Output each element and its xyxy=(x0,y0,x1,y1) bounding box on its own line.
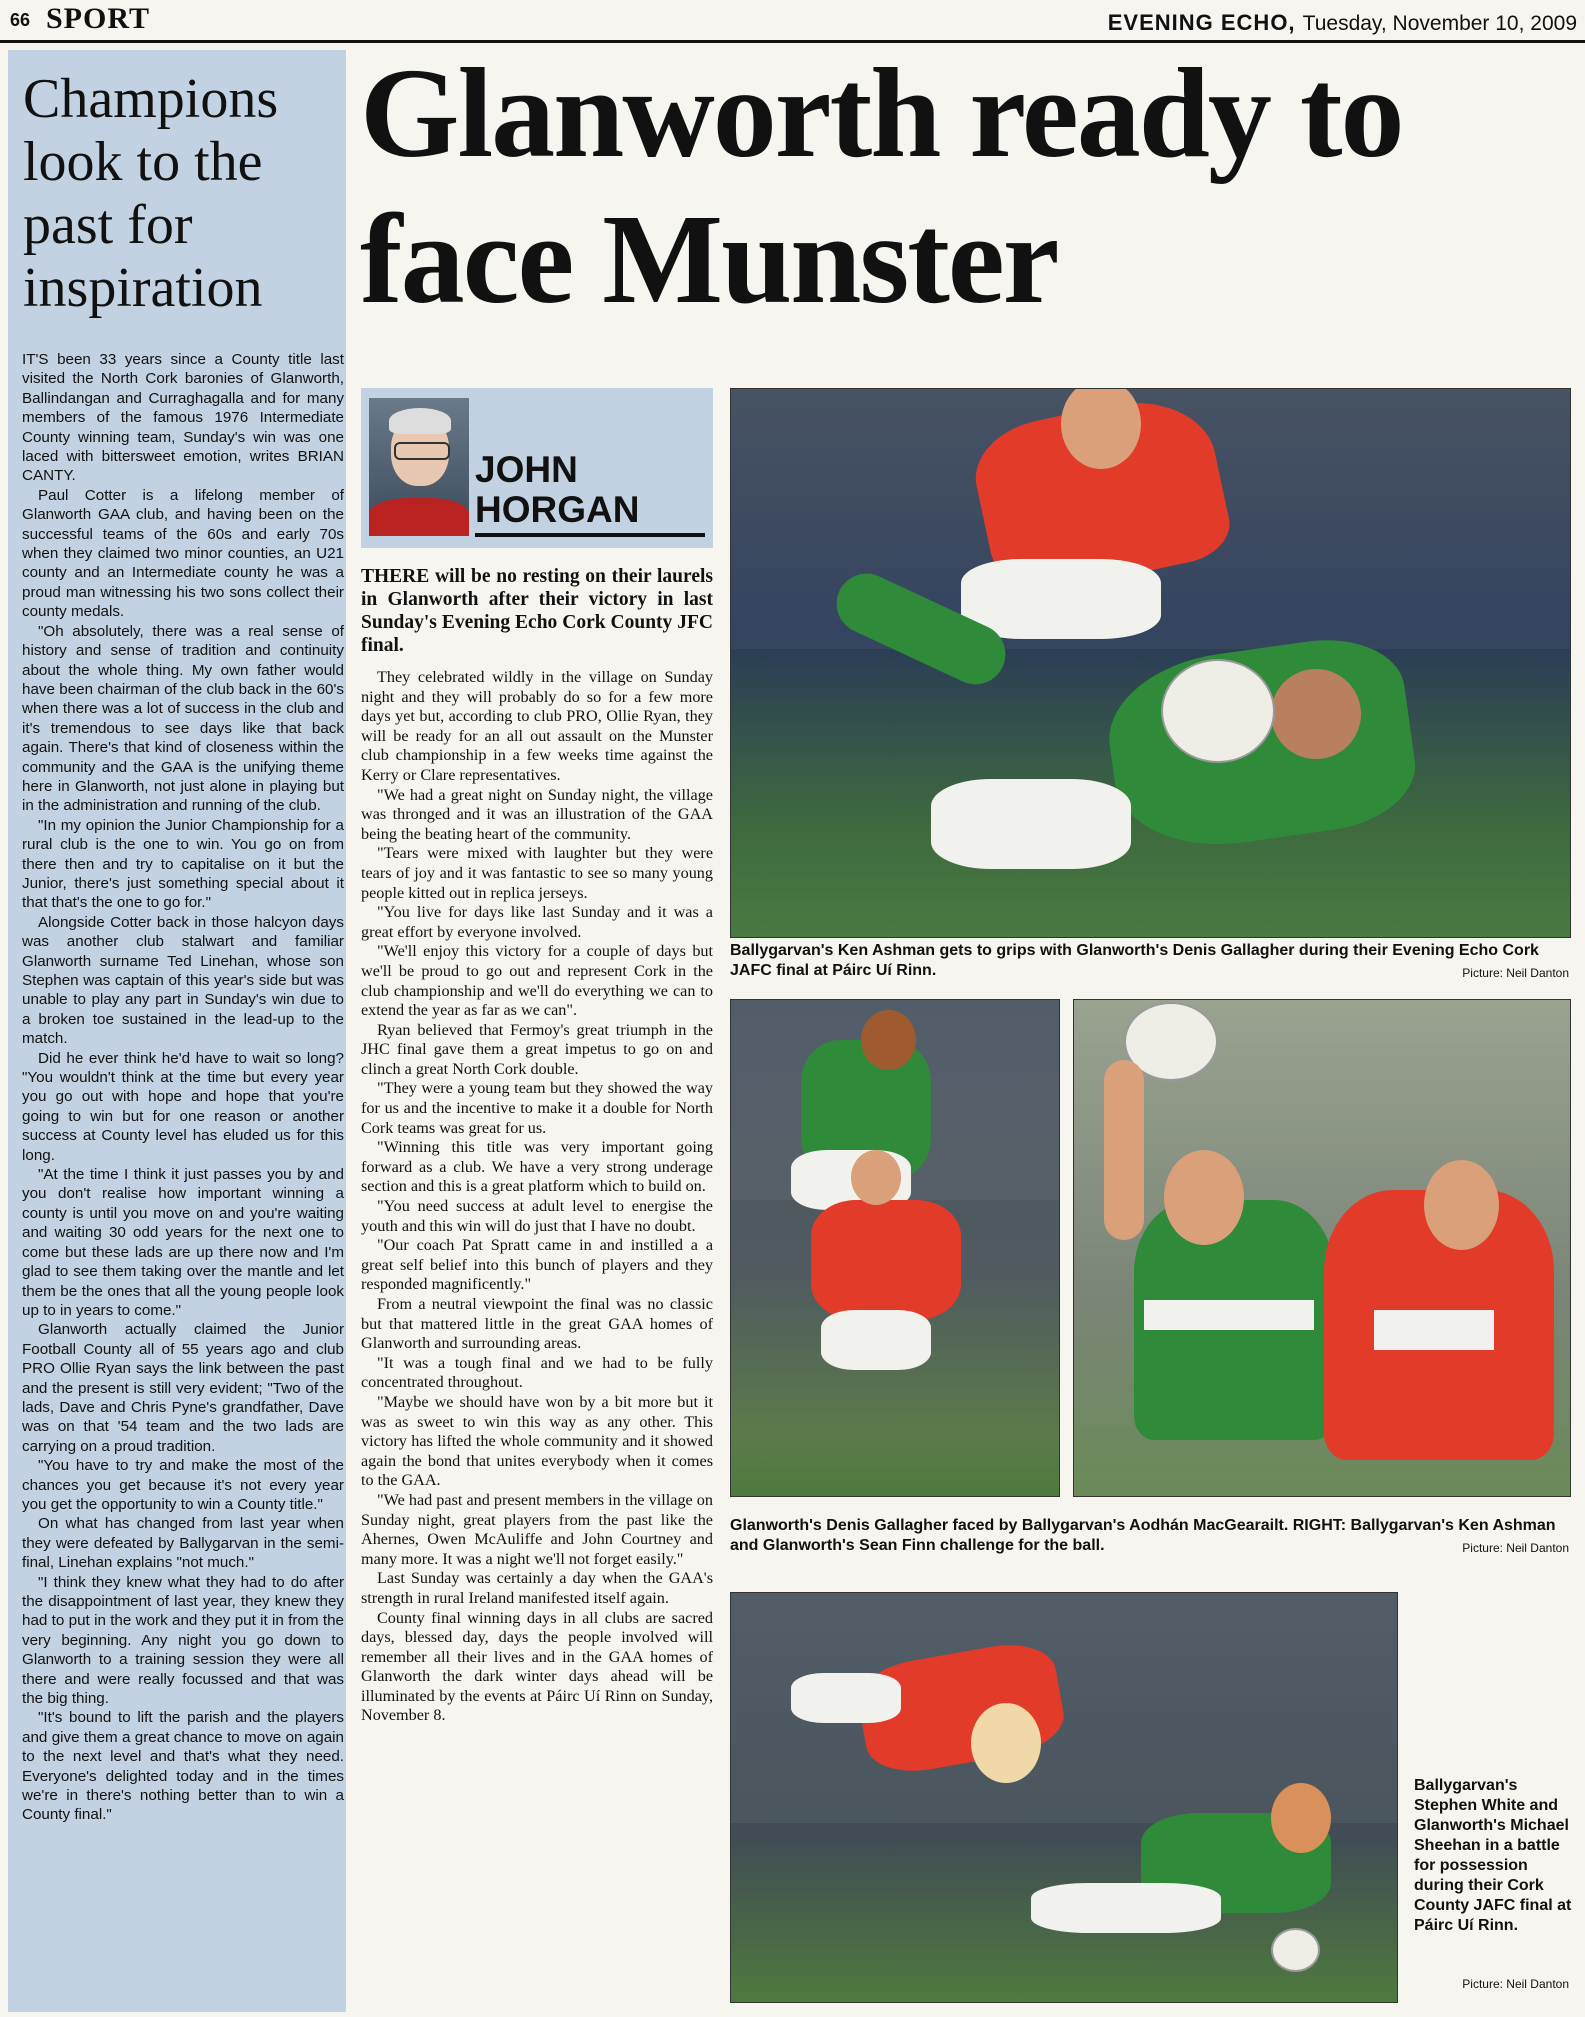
sidebar-body xyxy=(22,350,344,1825)
photo-caption-2: Glanworth's Denis Gallagher faced by Ballygarvan's Aodhán MacGearailt. RIGHT: Ballygarvan's Ken Ashman and Glanworth's Sean Finn challenge for the ball. xyxy=(730,1517,1556,1554)
paragraph: "Oh absolutely, there was a real sense of history and sense of tradition and continuity about the whole thing. My own father would have been chairman of the club back in the 60's when there was a lot of success in the club and it's tremendous to see days like that back again. There's that kind of closeness within the community and the GAA is the unifying theme here in Glanworth, not just alone in playing but in the administration and running of the club. xyxy=(22,622,344,815)
paragraph: "You need success at adult level to energise the youth and this win will do just that I have no doubt. xyxy=(361,1197,713,1235)
intro-paragraph: THERE will be no resting on their laurels in Glanworth after their victory in last Sunday's Evening Echo Cork County JFC final. xyxy=(361,566,713,656)
paragraph: "Our coach Pat Spratt came in and instilled a a great self belief into this bunch of players and they responded magnificently." xyxy=(361,1236,713,1294)
paragraph: "We had past and present members in the village on Sunday night, great players from the past like the Ahernes, Owen McAuliffe and John Courtney and many more. It was a night we'll not forget easily." xyxy=(361,1490,713,1568)
headline-line: inspiration xyxy=(23,257,263,319)
paragraph: "At the time I think it just passes you by and you don't realise how important winning a county is until you move on and you're waiting and waiting 30 odd years for the next one to come but these lads are up there now and I'm glad to see them taking over the mantle and let them be the ones that all the young people look up to in years to come." xyxy=(22,1166,344,1319)
paragraph: "It was a tough final and we had to be fully concentrated throughout. xyxy=(361,1353,713,1392)
paragraph: "They were a young team but they showed the way for us and the incentive to make it a double for North Cork teams was great for us. xyxy=(361,1079,713,1137)
paragraph: "In my opinion the Junior Championship for a rural club is the one to win. You go on from there then and try to capitalise on it but the Junior, there's just something special about it that that's the one to go for." xyxy=(22,816,344,912)
paragraph: "You have to try and make the most of the chances you get because it's not every year you get the opportunity to win a County title." xyxy=(22,1457,344,1513)
match-photo-right xyxy=(1073,999,1571,1497)
paragraph: Last Sunday was certainly a day when the GAA's strength in rural Ireland manifested itself again. xyxy=(361,1569,713,1607)
paragraph: On what has changed from last year when they were defeated by Ballygarvan in the semi-final, Linehan explains "not much." xyxy=(22,1515,344,1572)
match-photo-left xyxy=(730,999,1060,1497)
paragraph: IT'S been 33 years since a County title last visited the North Cork baronies of Glanworth, Ballindangan and Curraghagalla and for many members of the famous 1976 Intermediate County winning team, Sunday's win was one laced with bittersweet emotion, writes BRIAN CANTY. xyxy=(22,351,344,485)
page-number: 66 xyxy=(10,10,31,30)
issue-date: Tuesday, November 10, 2009 xyxy=(1302,12,1577,35)
photo-caption-1: Ballygarvan's Ken Ashman gets to grips with Glanworth's Denis Gallagher during their Evening Echo Cork JAFC final at Páirc Uí Rinn. xyxy=(730,942,1539,979)
paragraph: "We had a great night on Sunday night, the village was thronged and it was an illustration of the GAA being the beating heart of the community. xyxy=(361,785,713,843)
author-photo xyxy=(369,398,469,536)
paragraph: "I think they knew what they had to do after the disappointment of last year, they knew they had to put in the work and they put it in from the very beginning. Any night you go down to Glanworth to a training session they were all there and were really focussed and that was the big thing. xyxy=(22,1573,344,1708)
section-title: SPORT xyxy=(46,2,150,35)
paragraph: County final winning days in all clubs are sacred days, blessed day, days the people involved will remember all their lives and in the GAA homes of Glanworth the dark winter days ahead will be illuminated by the events at Páirc Uí Rinn on Sunday, November 8. xyxy=(361,1608,713,1725)
headline-line: look to the xyxy=(23,131,263,193)
masthead xyxy=(1108,10,1577,36)
paragraph: "We'll enjoy this victory for a couple of days but we'll be proud to go out and represent Cork in the club championship and we'll do everything we can to extend the year as far as we can". xyxy=(361,942,713,1020)
article-intro xyxy=(361,565,713,657)
paragraph: Alongside Cotter back in those halcyon days was another club stalwart and familiar Glanworth surname Ted Linehan, whose son Stephen was captain of this year's side but was unable to play any part in Sunday's win due to a broken toe sustained in the lead-up to the match. xyxy=(22,913,344,1048)
photo-credit-1: Picture: Neil Danton xyxy=(1462,966,1569,980)
paragraph: Ryan believed that Fermoy's great triumph in the JHC final gave them a great impetus to go on and clinch a great North Cork double. xyxy=(361,1020,713,1078)
article-body xyxy=(361,668,713,1726)
paragraph: "Maybe we should have won by a bit more but it was as sweet to win this way as any other. This victory has lifted the whole community and it showed again the bond that unites everybody when it comes to the GAA. xyxy=(361,1392,713,1490)
paragraph: Glanworth actually claimed the Junior Football County all of 55 years ago and club PRO Ollie Ryan says the link between the past and the present is still very evident; "Two of the lads, Dave and Chris Pyne's grandfather, Dave was on that '54 team and the two lads are carrying on a proud tradition. xyxy=(22,1321,344,1455)
paragraph: "You live for days like last Sunday and it was a great effort by everyone involved. xyxy=(361,903,713,941)
photo-credit-2: Picture: Neil Danton xyxy=(1462,1541,1569,1555)
sidebar-article xyxy=(8,50,346,2012)
publication-name: EVENING ECHO, xyxy=(1107,10,1296,35)
divider xyxy=(475,533,705,537)
author-last-name: HORGAN xyxy=(475,489,640,530)
author-first-name: JOHN xyxy=(475,449,578,490)
paragraph: Paul Cotter is a lifelong member of Glanworth GAA club, and having been on the successful teams of the 60s and early 70s when they claimed two minor counties, an U21 county and an Intermediate county he was a proud man witnessing his two sons collect their county medals. xyxy=(22,486,344,621)
paragraph: Did he ever think he'd have to wait so long? "You wouldn't think at the time but every year you go out with hope and hope that you're going to win but for one reason or another success at County level has eluded us for this long. xyxy=(22,1049,344,1164)
author-name xyxy=(475,450,639,530)
paragraph: "Winning this title was very important going forward as a club. We have a very strong underage section and this is a great platform which to build on. xyxy=(361,1138,713,1196)
photo-credit-3: Picture: Neil Danton xyxy=(1462,1977,1569,1991)
page-header xyxy=(0,0,1585,43)
sidebar-headline xyxy=(23,68,343,320)
paragraph: From a neutral viewpoint the final was no classic but that mattered little in the great GAA homes of Glanworth and surrounding areas. xyxy=(361,1295,713,1353)
headline-line: past for xyxy=(23,194,193,256)
paragraph: "Tears were mixed with laughter but they were tears of joy and it was fantastic to see so many young people kitted out in replica jerseys. xyxy=(361,844,713,902)
main-headline: Glanworth ready to face Munster xyxy=(360,42,1403,330)
paragraph: "It's bound to lift the parish and the players and give them a great chance to move on again to the next level and that's what they need. Everyone's delighted today and in the times we're in there's nothing better than to win a County final." xyxy=(22,1709,344,1824)
paragraph: They celebrated wildly in the village on Sunday night and they will probably do so for a few more days yet but, according to club PRO, Ollie Ryan, they will be ready for an all out assault on the Munster club championship in a few weeks time against the Kerry or Clare representatives. xyxy=(361,668,713,784)
match-photo-bottom xyxy=(730,1592,1398,2003)
photo-caption-3: Ballygarvan's Stephen White and Glanworth's Michael Sheehan in a battle for possession during their Cork County JAFC final at Páirc Uí Rinn. xyxy=(1414,1777,1572,1934)
byline-box xyxy=(361,388,713,548)
match-photo-main xyxy=(730,388,1571,938)
headline-line: Champions xyxy=(23,68,279,130)
